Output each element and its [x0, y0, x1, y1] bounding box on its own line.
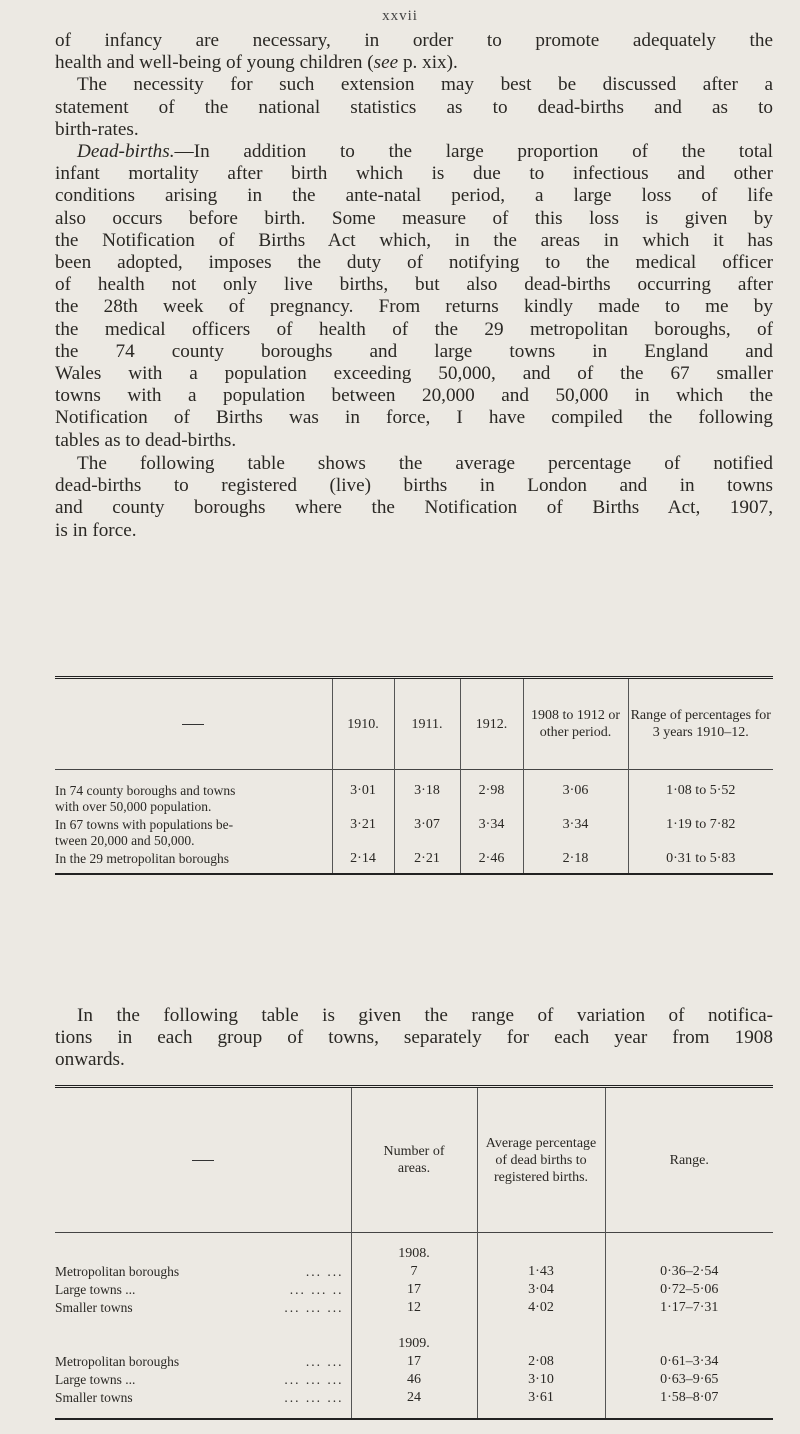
cell: 4·02	[477, 1299, 605, 1317]
row-label-text: Smaller towns	[55, 1389, 133, 1405]
paragraph-dead-births	[55, 141, 773, 452]
section-heading: Dead-births.	[77, 141, 175, 162]
text-line	[55, 52, 773, 74]
text-line: been adopted, imposes the duty of notifying to the medical officer	[55, 252, 773, 274]
column-header-1910: 1910.	[332, 678, 394, 770]
cell: 1·58–8·07	[605, 1389, 773, 1419]
text-line: In the following table is given the range of variation of notifica-	[77, 1005, 773, 1026]
cell: 2·14	[332, 850, 394, 874]
cell: 2·21	[394, 850, 460, 874]
cell: 3·21	[332, 816, 394, 850]
cell: 17	[351, 1353, 477, 1371]
cell: 1·19 to 7·82	[628, 816, 773, 850]
row-label	[55, 782, 332, 816]
row-label	[55, 816, 332, 850]
leader-dots: ... ... ..	[289, 1281, 344, 1297]
text-line: The following table shows the average percentage of notified	[77, 453, 773, 474]
header-text: Number of areas.	[383, 1144, 445, 1176]
text-line: and county boroughs where the Notification of Births Act, 1907,	[55, 497, 773, 519]
see-italic: see	[373, 52, 399, 74]
cell: 3·04	[477, 1281, 605, 1299]
row-label-line: tween 20,000 and 50,000.	[55, 832, 195, 848]
text-line: the medical officers of health of the 29 metropolitan boroughs, of	[55, 318, 773, 340]
table-row	[55, 1389, 773, 1419]
cell: 3·07	[394, 816, 460, 850]
row-label	[55, 1263, 351, 1281]
column-header-areas	[351, 1087, 477, 1233]
row-label	[55, 1299, 351, 1317]
row-label: In the 29 metropolitan boroughs	[55, 850, 229, 866]
text-line: birth-rates.	[55, 118, 139, 140]
cell: 3·01	[332, 782, 394, 816]
text-line: the Notification of Births Act which, in the areas in which it has	[55, 229, 773, 251]
column-header-period: 1908 to 1912 or other period.	[523, 678, 628, 770]
row-label-line: with over 50,000 population.	[55, 798, 212, 814]
cell: 2·18	[523, 850, 628, 874]
year-label: 1909.	[351, 1335, 477, 1353]
text-line	[55, 141, 773, 163]
cell: 1·43	[477, 1263, 605, 1281]
cell: 3·34	[460, 816, 523, 850]
text-line: The necessity for such extension may best be discussed after a	[77, 74, 773, 96]
row-label-text: Large towns ...	[55, 1281, 136, 1297]
cell: 0·31 to 5·83	[628, 850, 773, 874]
column-header-average	[477, 1087, 605, 1233]
text-line: the 28th week of pregnancy. From returns kindly made to me by	[55, 296, 773, 318]
row-label-line: In 74 county boroughs and towns	[55, 782, 236, 798]
cell: 3·61	[477, 1389, 605, 1419]
cell: 3·10	[477, 1371, 605, 1389]
cell: 24	[351, 1389, 477, 1419]
text-span: health and well-being of young children (	[55, 52, 374, 74]
text-line: Wales with a population exceeding 50,000, and of the 67 smaller	[55, 363, 773, 385]
text-line: statement of the national statistics as to dead-births and as to	[55, 96, 773, 118]
cell: 17	[351, 1281, 477, 1299]
cell: 0·72–5·06	[605, 1281, 773, 1299]
text-line: is in force.	[55, 519, 137, 541]
table-row	[55, 782, 773, 816]
text-span: —In addition to the large proportion of the total	[174, 141, 773, 162]
text-line: the 74 county boroughs and large towns in England and	[55, 340, 773, 362]
column-header-range: Range.	[605, 1087, 773, 1233]
table-row	[55, 1281, 773, 1299]
text-line: Notification of Births was in force, I have compiled the following	[55, 407, 773, 429]
leader-dots: ... ... ...	[284, 1389, 344, 1405]
cell: 1·17–7·31	[605, 1299, 773, 1317]
paragraph-intro	[55, 30, 773, 141]
dead-births-percentage-table	[55, 676, 773, 875]
blank-header	[55, 1087, 351, 1233]
variation-range-table	[55, 1085, 773, 1420]
row-label-text: Metropolitan boroughs	[55, 1263, 180, 1279]
cell: 0·36–2·54	[605, 1263, 773, 1281]
row-label	[55, 1389, 351, 1419]
text-span: p. xix).	[398, 52, 458, 74]
cell: 1·08 to 5·52	[628, 782, 773, 816]
cell: 12	[351, 1299, 477, 1317]
text-line: dead-births to registered (live) births in London and in towns	[55, 475, 773, 497]
cell: 0·63–9·65	[605, 1371, 773, 1389]
column-header-1911: 1911.	[394, 678, 460, 770]
cell: 2·46	[460, 850, 523, 874]
year-label: 1908.	[351, 1245, 477, 1263]
text-line: of health not only live births, but also dead-births occurring after	[55, 274, 773, 296]
cell: 46	[351, 1371, 477, 1389]
text-line: tables as to dead-births.	[55, 429, 237, 451]
row-label-text: Metropolitan boroughs	[55, 1353, 180, 1369]
cell: 3·34	[523, 816, 628, 850]
text-line: towns with a population between 20,000 and 50,000 in which the	[55, 385, 773, 407]
row-label	[55, 1353, 351, 1371]
text-line: infant mortality after birth which is due to infectious and other	[55, 163, 773, 185]
leader-dots: ... ... ...	[284, 1371, 344, 1387]
cell: 3·06	[523, 782, 628, 816]
text-line: tions in each group of towns, separately for each year from 1908	[55, 1027, 773, 1049]
text-line: conditions arising in the ante-natal period, a large loss of life	[55, 185, 773, 207]
blank-header	[55, 678, 332, 770]
leader-dots: ... ...	[305, 1263, 344, 1279]
text-line: onwards.	[55, 1049, 125, 1071]
leader-dots: ... ... ...	[284, 1299, 344, 1315]
column-header-range: Range of percentages for 3 years 1910–12.	[628, 678, 773, 770]
table-row	[55, 1263, 773, 1281]
column-header-1912: 1912.	[460, 678, 523, 770]
text-line: also occurs before birth. Some measure of this loss is given by	[55, 207, 773, 229]
row-label	[55, 1281, 351, 1299]
table-row	[55, 816, 773, 850]
row-label-text: Smaller towns	[55, 1299, 133, 1315]
leader-dots: ... ...	[305, 1353, 344, 1369]
paragraph-table1-intro	[55, 453, 773, 542]
table-row	[55, 1371, 773, 1389]
cell: 0·61–3·34	[605, 1353, 773, 1371]
paragraph-table2-intro	[55, 1005, 773, 1072]
cell: 3·18	[394, 782, 460, 816]
table-row	[55, 850, 773, 874]
header-text: Average percentage of dead births to registered births.	[485, 1135, 597, 1185]
table-row	[55, 1299, 773, 1317]
cell: 2·08	[477, 1353, 605, 1371]
row-label	[55, 1371, 351, 1389]
row-label-line: In 67 towns with populations be-	[55, 816, 234, 832]
cell: 2·98	[460, 782, 523, 816]
page-number: xxvii	[382, 8, 418, 24]
row-label-text: Large towns ...	[55, 1371, 136, 1387]
text-line: of infancy are necessary, in order to promote adequately the	[55, 30, 773, 51]
table-row	[55, 1353, 773, 1371]
cell: 7	[351, 1263, 477, 1281]
